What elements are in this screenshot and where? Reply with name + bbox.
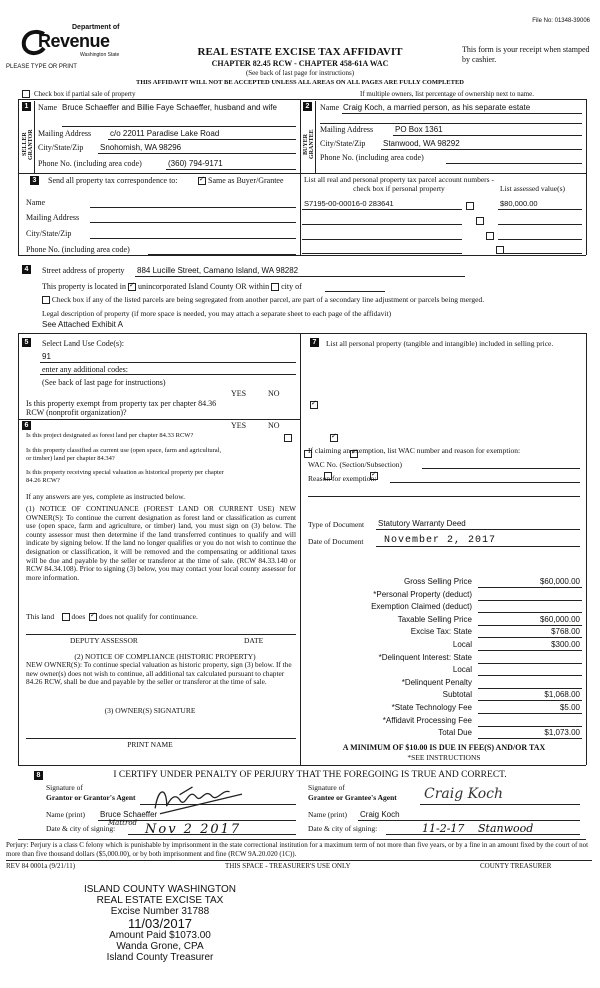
partial-sale-checkbox[interactable] — [22, 90, 30, 98]
minimum-fee-note: A MINIMUM OF $10.00 IS DUE IN FEE(S) AND/OR TAX — [342, 743, 546, 752]
warning-text: THIS AFFIDAVIT WILL NOT BE ACCEPTED UNLESS ALL AREAS ON ALL PAGES ARE FULLY COMPLETED — [136, 79, 464, 86]
does-not-label: does not — [98, 612, 125, 621]
logo-department: Department of — [72, 24, 120, 31]
treasurer-use-label: THIS SPACE - TREASURER'S USE ONLY — [225, 862, 351, 870]
current-use-question: Is this property classified as current use (open space, farm and agricultural, or timber) land per chapter 84.34? — [26, 447, 222, 462]
same-as-buyer-label: Same as Buyer/Grantee — [208, 176, 284, 185]
section-8-number: 8 — [34, 771, 43, 780]
tax-row-label: *Personal Property (deduct) — [373, 589, 472, 599]
seller-city-value[interactable]: Snohomish, WA 98296 — [100, 143, 182, 152]
tax-row-underline — [478, 726, 582, 727]
grantee-name-value[interactable]: Craig Koch — [360, 810, 400, 819]
tax-row-underline — [478, 600, 582, 601]
land-use-see-back: (See back of last page for instructions) — [42, 378, 166, 387]
deputy-assessor-label: DEPUTY ASSESSOR — [70, 636, 138, 645]
stamp-excise-number: Excise Number 31788 — [110, 906, 210, 917]
continuance-row — [26, 612, 198, 621]
qualify-label: qualify for continuance. — [125, 612, 198, 621]
tax-row-underline — [478, 738, 582, 739]
section5-no: NO — [268, 389, 280, 398]
buyer-phone-label: Phone No. (including area code) — [320, 153, 424, 162]
stamp-amount: Amount Paid $1073.00 — [109, 930, 211, 941]
personal-property-checkbox-4[interactable] — [496, 246, 504, 254]
segregated-row — [42, 295, 484, 304]
segregated-label: Check box if any of the listed parcels are being segregated from another parcel, are part of a secondary line adjustment or parcels being merged. — [51, 295, 485, 304]
stamp-treasurer-title: Island County Treasurer — [106, 952, 214, 963]
tax-row-label: Taxable Selling Price — [397, 614, 472, 624]
section-2-number: 2 — [303, 102, 312, 111]
personal-property-checkbox-1[interactable] — [466, 202, 474, 210]
tax-phone-label: Phone No. (including area code) — [26, 245, 130, 254]
exempt-no-checkbox[interactable] — [310, 401, 318, 409]
notice-of-compliance-title: (2) NOTICE OF COMPLIANCE (HISTORIC PROPERTY) — [74, 652, 256, 661]
multiple-owners-note: If multiple owners, list percentage of ownership next to name. — [360, 90, 534, 98]
land-does-not-checkbox[interactable] — [89, 613, 97, 621]
tax-city-label: City/State/Zip — [26, 229, 72, 238]
form-title: REAL ESTATE EXCISE TAX AFFIDAVIT — [197, 46, 403, 58]
assessed-value-1[interactable]: $80,000.00 — [500, 199, 538, 208]
receipt-note: This form is your receipt when stamped by cashier. — [462, 45, 590, 64]
please-type: PLEASE TYPE OR PRINT — [6, 64, 77, 70]
tax-row-underline — [478, 688, 582, 689]
tax-row-label: Total Due — [438, 728, 472, 738]
section6-yes: YES — [231, 421, 247, 430]
seller-mailing-value[interactable]: c/o 22011 Paradise Lake Road — [110, 129, 220, 138]
logo-revenue: Revenue — [38, 31, 110, 51]
tax-row-underline — [478, 625, 582, 626]
tax-row-underline — [478, 663, 582, 664]
tax-row-underline — [478, 675, 582, 676]
city-of-label: city of — [281, 282, 302, 291]
seller-name-value[interactable]: Bruce Schaeffer and Billie Faye Schaeffer, husband and wife — [62, 103, 277, 112]
located-row — [42, 282, 302, 291]
grantee-city[interactable]: Stanwood — [478, 822, 534, 835]
grantor-city[interactable]: Mattrod — [108, 819, 138, 827]
county-treasurer-label: COUNTY TREASURER — [480, 862, 552, 870]
tax-row-value[interactable]: $300.00 — [551, 640, 580, 649]
same-as-buyer-row — [198, 176, 284, 185]
tax-row-label: *Delinquent Penalty — [401, 677, 472, 687]
certify-statement: I CERTIFY UNDER PENALTY OF PERJURY THAT THE FOREGOING IS TRUE AND CORRECT. — [113, 770, 507, 780]
tax-name-label: Name — [26, 198, 46, 207]
grantor-name-label: Name (print) — [46, 810, 85, 819]
tax-row-value[interactable]: $1,073.00 — [544, 728, 580, 738]
partial-sale-label: Check box if partial sale of property — [34, 90, 136, 98]
unincorporated-label: unincorporated Island County OR within — [137, 282, 270, 291]
grantor-date-label: Date & city of signing: — [46, 824, 116, 833]
this-land-label: This land — [26, 612, 55, 621]
stamp-county: ISLAND COUNTY WASHINGTON — [83, 884, 237, 895]
buyer-grantee-label: BUYER GRANTEE — [303, 129, 315, 160]
grantor-sig-label-2: Grantor or Grantor's Agent — [46, 793, 136, 802]
city-of-checkbox[interactable] — [271, 283, 279, 291]
land-use-label: Select Land Use Code(s): — [42, 339, 124, 348]
seller-name-label: Name — [38, 103, 58, 112]
send-correspondence-label: Send all property tax correspondence to: — [48, 176, 178, 185]
assessor-date-label: DATE — [244, 636, 264, 645]
stamp-date: 11/03/2017 — [127, 916, 193, 931]
tax-row-underline — [478, 612, 582, 613]
personal-property-checkbox-2[interactable] — [476, 217, 484, 225]
section6-no: NO — [268, 421, 280, 430]
doc-type-value[interactable]: Statutory Warranty Deed — [378, 519, 466, 528]
tax-row-underline — [478, 637, 582, 638]
seller-mailing-label: Mailing Address — [38, 129, 92, 138]
doc-date-label: Date of Document — [308, 537, 364, 546]
tax-row-value[interactable]: $60,000.00 — [539, 577, 580, 586]
section-1-number: 1 — [22, 102, 31, 111]
located-label: This property is located in — [42, 282, 126, 291]
tax-row-value[interactable]: $1,068.00 — [544, 690, 580, 700]
doc-type-label: Type of Document — [308, 520, 365, 529]
section-4-number: 4 — [22, 265, 31, 274]
land-does-checkbox[interactable] — [62, 613, 70, 621]
grantor-date[interactable]: Nov 2 2017 — [145, 822, 242, 837]
tax-row-label: Subtotal — [442, 690, 472, 700]
buyer-mailing-value[interactable]: PO Box 1361 — [395, 125, 443, 134]
notice-of-compliance: NEW OWNER(S): To continue special valuation as historic property, sign (3) below. If the new owner(s) does not wish to continue, all additional tax calculated pursuant to chapter 84.26 RCW, shall be due and payable by the seller or transferor at the time of sale. — [26, 660, 292, 687]
forest-land-question: Is this project designated as forest land per chapter 84.33 RCW? — [26, 432, 194, 439]
tax-row-value[interactable]: $5.00 — [559, 703, 580, 712]
does-label: does — [71, 612, 86, 621]
notice-of-continuance: (1) NOTICE OF CONTINUANCE (FOREST LAND OR CURRENT USE) NEW OWNER(S): To continue the current designation as forest land or classification as current use (open space, farm and agriculture, or timber) land, you must sign on (3) below. The county assessor must then determine if the land transferred continues to qualify and will indicate by signing below. If the land no longer qualifies or you do not wish to continue the designation or classification, it will be removed and the compensating or additional taxes will be due and payable by the seller or transferor at the time of sale. (RCW 84.33.140 or RCW 84.34.108). Prior to signing (3) below, you may contact your local county assessor for more information. — [26, 504, 296, 582]
tax-row-label: Local — [452, 665, 472, 675]
buyer-name-label: Name — [320, 103, 340, 112]
partial-sale-row — [22, 90, 135, 98]
see-back-note: (See back of last page for instructions) — [245, 69, 355, 77]
street-address-value[interactable]: 884 Lucille Street, Camano Island, WA 98282 — [137, 266, 299, 275]
tax-row-underline — [478, 700, 582, 701]
legal-description-value[interactable]: See Attached Exhibit A — [42, 320, 123, 329]
tax-row-underline — [478, 650, 582, 651]
grantee-sig-label-1: Signature of — [308, 783, 345, 792]
tax-row-label: *Affidavit Processing Fee — [382, 715, 472, 725]
stamp-tax: REAL ESTATE EXCISE TAX — [96, 895, 224, 906]
tax-row-label: Local — [452, 640, 472, 649]
tax-row-label: Exemption Claimed (deduct) — [371, 602, 472, 612]
section5-yes: YES — [231, 389, 247, 398]
buyer-city-label: City/State/Zip — [320, 139, 366, 148]
forest-no-checkbox[interactable] — [330, 434, 338, 442]
grantee-date-label: Date & city of signing: — [308, 824, 378, 833]
seller-phone-value[interactable]: (360) 794-9171 — [168, 159, 223, 168]
seller-city-label: City/State/Zip — [38, 143, 84, 152]
additional-codes-label: enter any additional codes: — [42, 365, 128, 374]
tax-row-label: Excise Tax: State — [410, 627, 472, 637]
same-as-buyer-checkbox[interactable] — [198, 177, 206, 185]
land-use-value[interactable]: 91 — [42, 352, 51, 361]
section-5-number: 5 — [22, 338, 31, 347]
grantor-name-value[interactable]: Bruce Schaeffer — [100, 810, 158, 819]
exempt-question: Is this property exempt from property tax per chapter 84.36 RCW (nonprofit organization)? — [26, 399, 217, 417]
tax-row-value[interactable]: $768.00 — [551, 627, 580, 637]
tax-row-label: Gross Selling Price — [403, 577, 472, 586]
reason-label: Reason for exemption: — [308, 474, 377, 483]
forest-yes-checkbox[interactable] — [284, 434, 292, 442]
tax-row-label: *State Technology Fee — [391, 703, 472, 712]
grantee-signature[interactable]: Craig Koch — [424, 786, 504, 802]
parcel-account-1[interactable]: S7195-00-00016-0 283641 — [304, 199, 394, 208]
seller-grantor-label: SELLER GRANTOR — [22, 129, 34, 160]
buyer-name-value[interactable]: Craig Koch, a married person, as his separate estate — [343, 103, 531, 112]
section-6-number: 6 — [22, 421, 31, 430]
buyer-mailing-label: Mailing Address — [320, 125, 374, 134]
personal-property-checkbox-3[interactable] — [486, 232, 494, 240]
seller-phone-label: Phone No. (including area code) — [38, 159, 142, 168]
grantor-sig-label-1: Signature of — [46, 783, 83, 792]
treasurer-stamp — [80, 884, 240, 963]
tax-row-underline — [478, 587, 582, 588]
form-subtitle: CHAPTER 82.45 RCW - CHAPTER 458-61A WAC — [211, 59, 389, 68]
legal-description-label: Legal description of property (if more space is needed, you may attach a separate sheet to each page of the affidavit) — [42, 309, 392, 318]
file-number: File No: 01348-39006 — [532, 18, 590, 24]
accounts-header: List all real and personal property tax parcel account numbers - check box if personal property — [304, 175, 494, 193]
segregated-checkbox[interactable] — [42, 296, 50, 304]
historic-question: Is this property receiving special valuation as historical property per chapter 84.26 RCW? — [26, 469, 224, 484]
wac-label: WAC No. (Section/Subsection) — [308, 460, 402, 469]
stamp-treasurer-name: Wanda Grone, CPA — [116, 941, 204, 952]
tax-row-label: *Delinquent Interest: State — [378, 652, 472, 662]
section-7-number: 7 — [310, 338, 319, 347]
print-name-label: PRINT NAME — [127, 740, 173, 749]
perjury-notice: Perjury: Perjury is a class C felony which is punishable by imprisonment in the state correctional institution for a maximum term of not more than five years, or by a fine in an amount fixed by the court of not more than five thousand dollars ($5,000.00), or by both imprisonment and fine (RCW 9A.20.020 (1C)). — [6, 841, 589, 858]
buyer-city-value[interactable]: Stanwood, WA 98292 — [383, 139, 460, 148]
section-3-number: 3 — [30, 176, 39, 185]
rev-number: REV 84 0001a (9/21/11) — [6, 862, 76, 870]
see-instructions-note: *SEE INSTRUCTIONS — [407, 753, 481, 762]
street-address-label: Street address of property — [42, 266, 125, 275]
grantee-date[interactable]: 11-2-17 — [422, 822, 465, 835]
owner-signature-label: (3) OWNER(S) SIGNATURE — [104, 706, 196, 715]
doc-date-value[interactable]: November 2, 2017 — [384, 535, 497, 546]
tax-mailing-label: Mailing Address — [26, 213, 80, 222]
grantee-sig-label-2: Grantee or Grantee's Agent — [308, 793, 397, 802]
personal-property-label: List all personal property (tangible and intangible) included in selling price. — [326, 339, 554, 348]
logo-state: Washington State — [80, 52, 120, 58]
unincorporated-checkbox[interactable] — [128, 283, 136, 291]
tax-row-value[interactable]: $60,000.00 — [539, 614, 580, 624]
grantee-name-label: Name (print) — [308, 810, 347, 819]
if-yes-note: If any answers are yes, complete as instructed below. — [26, 492, 186, 501]
exemption-label: If claiming an exemption, list WAC number and reason for exemption: — [308, 446, 521, 455]
assessed-header: List assessed value(s) — [500, 184, 565, 193]
tax-row-underline — [478, 713, 582, 714]
